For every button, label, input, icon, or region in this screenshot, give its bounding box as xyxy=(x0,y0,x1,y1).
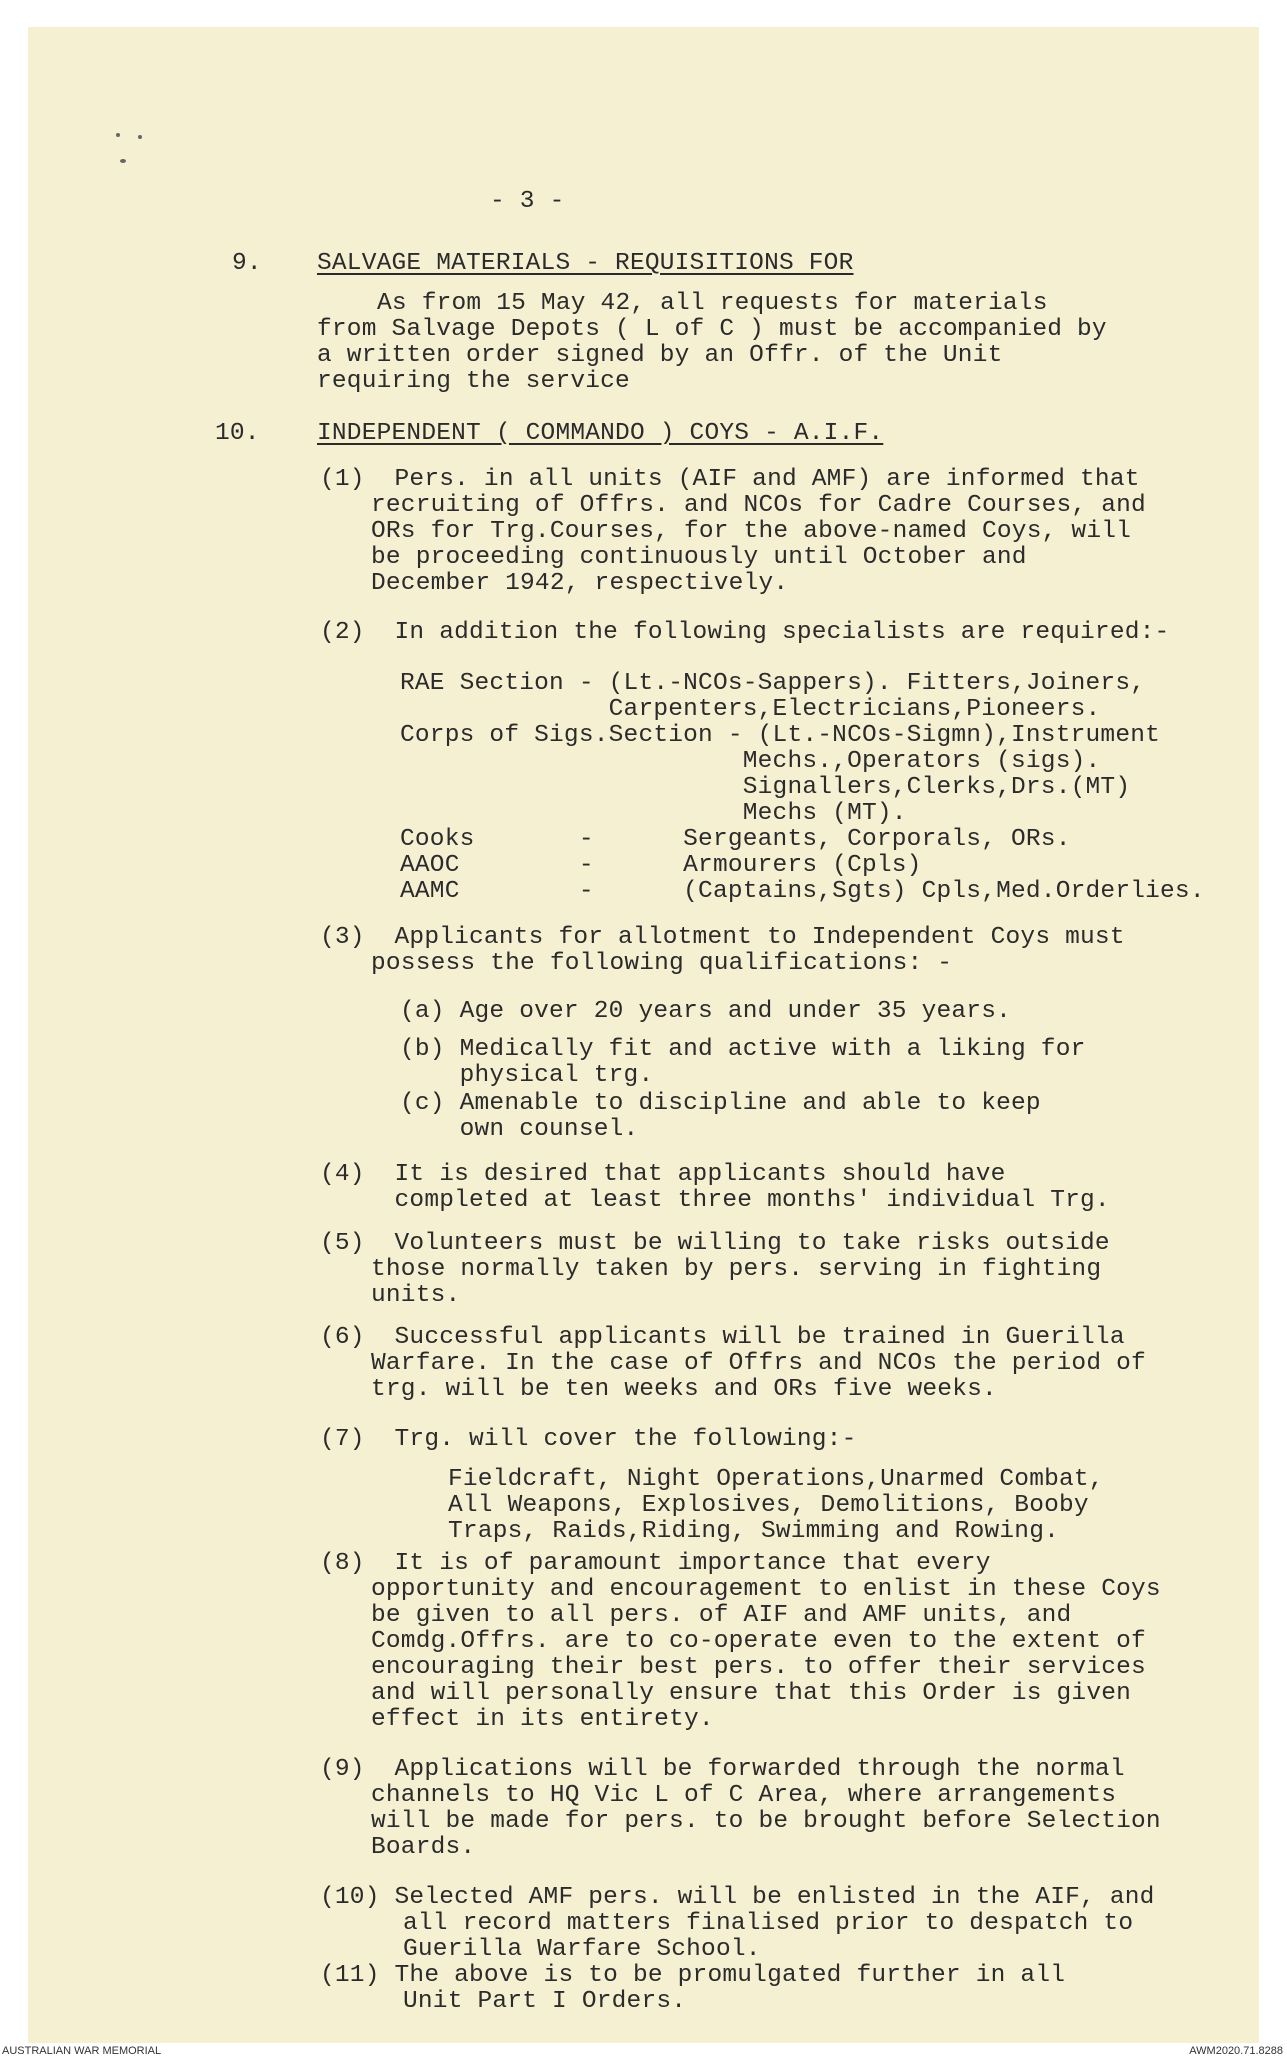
specialist-line: Mechs (MT). xyxy=(400,800,907,827)
specialist-line: Mechs.,Operators (sigs). xyxy=(400,748,1101,775)
paragraph-line: trg. will be ten weeks and ORs five weeks. xyxy=(371,1376,997,1403)
footer-right: AWM2020.71.8288 xyxy=(1189,2045,1283,2057)
section-title: INDEPENDENT ( COMMANDO ) COYS - A.I.F. xyxy=(317,420,884,447)
section-title: SALVAGE MATERIALS - REQUISITIONS FOR xyxy=(317,250,854,277)
specialist-line: AAMC - (Captains,Sgts) Cpls,Med.Orderlies. xyxy=(400,878,1205,905)
qualification-line: physical trg. xyxy=(400,1062,654,1089)
paragraph-line: Comdg.Offrs. are to co-operate even to the extent of xyxy=(371,1628,1146,1655)
body-line: As from 15 May 42, all requests for materials xyxy=(377,290,1048,317)
specialist-line: Corps of Sigs.Section - (Lt.-NCOs-Sigmn),Instrument xyxy=(400,722,1161,749)
body-line: a written order signed by an Offr. of the Unit xyxy=(317,342,1003,369)
paragraph-line: (1) Pers. in all units (AIF and AMF) are informed that xyxy=(320,466,1140,493)
paragraph-line: (8) It is of paramount importance that every xyxy=(320,1550,991,1577)
qualification-line: (b) Medically fit and active with a liking for xyxy=(400,1036,1086,1063)
paragraph-line: (6) Successful applicants will be trained in Guerilla xyxy=(320,1324,1125,1351)
paragraph-line: (9) Applications will be forwarded through the normal xyxy=(320,1756,1125,1783)
paragraph-line: Warfare. In the case of Offrs and NCOs the period of xyxy=(371,1350,1146,1377)
qualification-line: (a) Age over 20 years and under 35 years. xyxy=(400,998,1011,1025)
paragraph-line: will be made for pers. to be brought before Selection xyxy=(371,1808,1161,1835)
specialist-line: Signallers,Clerks,Drs.(MT) xyxy=(400,774,1131,801)
paragraph-line: those normally taken by pers. serving in fighting xyxy=(371,1256,1102,1283)
paragraph-line: encouraging their best pers. to offer their services xyxy=(371,1654,1146,1681)
training-line: Fieldcraft, Night Operations,Unarmed Combat, xyxy=(448,1466,1104,1493)
paragraph-line: ORs for Trg.Courses, for the above-named Coys, will xyxy=(371,518,1132,545)
paragraph-line: channels to HQ Vic L of C Area, where arrangements xyxy=(371,1782,1117,1809)
paragraph-line: (4) It is desired that applicants should have xyxy=(320,1161,1006,1188)
paragraph-line: (3) Applicants for allotment to Independent Coys must xyxy=(320,924,1125,951)
punch-mark xyxy=(116,133,120,137)
paragraph-line: (2) In addition the following specialists are required:- xyxy=(320,619,1170,646)
paragraph-line: effect in its entirety. xyxy=(371,1706,714,1733)
paragraph-line: Guerilla Warfare School. xyxy=(403,1936,761,1963)
paragraph-line: (11) The above is to be promulgated further in all xyxy=(320,1962,1066,1989)
training-line: All Weapons, Explosives, Demolitions, Booby xyxy=(448,1492,1089,1519)
section-number: 9. xyxy=(232,250,262,277)
paragraph-line: Unit Part I Orders. xyxy=(403,1988,687,2015)
paragraph-line: opportunity and encouragement to enlist in these Coys xyxy=(371,1576,1161,1603)
paragraph-line: (10) Selected AMF pers. will be enlisted in the AIF, and xyxy=(320,1884,1155,1911)
paragraph-line: completed at least three months' individual Trg. xyxy=(320,1187,1110,1214)
page-number: - 3 - xyxy=(490,188,565,215)
section-number: 10. xyxy=(215,420,260,447)
paragraph-line: recruiting of Offrs. and NCOs for Cadre Courses, and xyxy=(371,492,1146,519)
punch-mark xyxy=(120,159,126,163)
paragraph-line: be proceeding continuously until October and xyxy=(371,544,1027,571)
specialist-line: Carpenters,Electricians,Pioneers. xyxy=(400,696,1101,723)
paragraph-line: (5) Volunteers must be willing to take risks outside xyxy=(320,1230,1110,1257)
paragraph-line: possess the following qualifications: - xyxy=(371,950,953,977)
body-line: requiring the service xyxy=(317,368,630,395)
punch-mark xyxy=(138,135,142,139)
body-line: from Salvage Depots ( L of C ) must be accompanied by xyxy=(317,316,1107,343)
specialist-line: AAOC - Armourers (Cpls) xyxy=(400,852,922,879)
qualification-line: own counsel. xyxy=(400,1116,639,1143)
document-page xyxy=(28,27,1259,2043)
qualification-line: (c) Amenable to discipline and able to keep xyxy=(400,1090,1041,1117)
specialist-line: Cooks - Sergeants, Corporals, ORs. xyxy=(400,826,1071,853)
specialist-line: RAE Section - (Lt.-NCOs-Sappers). Fitters,Joiners, xyxy=(400,670,1146,697)
paragraph-line: (7) Trg. will cover the following:- xyxy=(320,1426,857,1453)
paragraph-line: all record matters finalised prior to despatch to xyxy=(403,1910,1134,1937)
paragraph-line: December 1942, respectively. xyxy=(371,570,789,597)
paragraph-line: and will personally ensure that this Order is given xyxy=(371,1680,1132,1707)
paragraph-line: units. xyxy=(371,1282,461,1309)
footer-left: AUSTRALIAN WAR MEMORIAL xyxy=(2,2045,162,2057)
paragraph-line: Boards. xyxy=(371,1834,476,1861)
training-line: Traps, Raids,Riding, Swimming and Rowing. xyxy=(448,1518,1059,1545)
paragraph-line: be given to all pers. of AIF and AMF units, and xyxy=(371,1602,1072,1629)
